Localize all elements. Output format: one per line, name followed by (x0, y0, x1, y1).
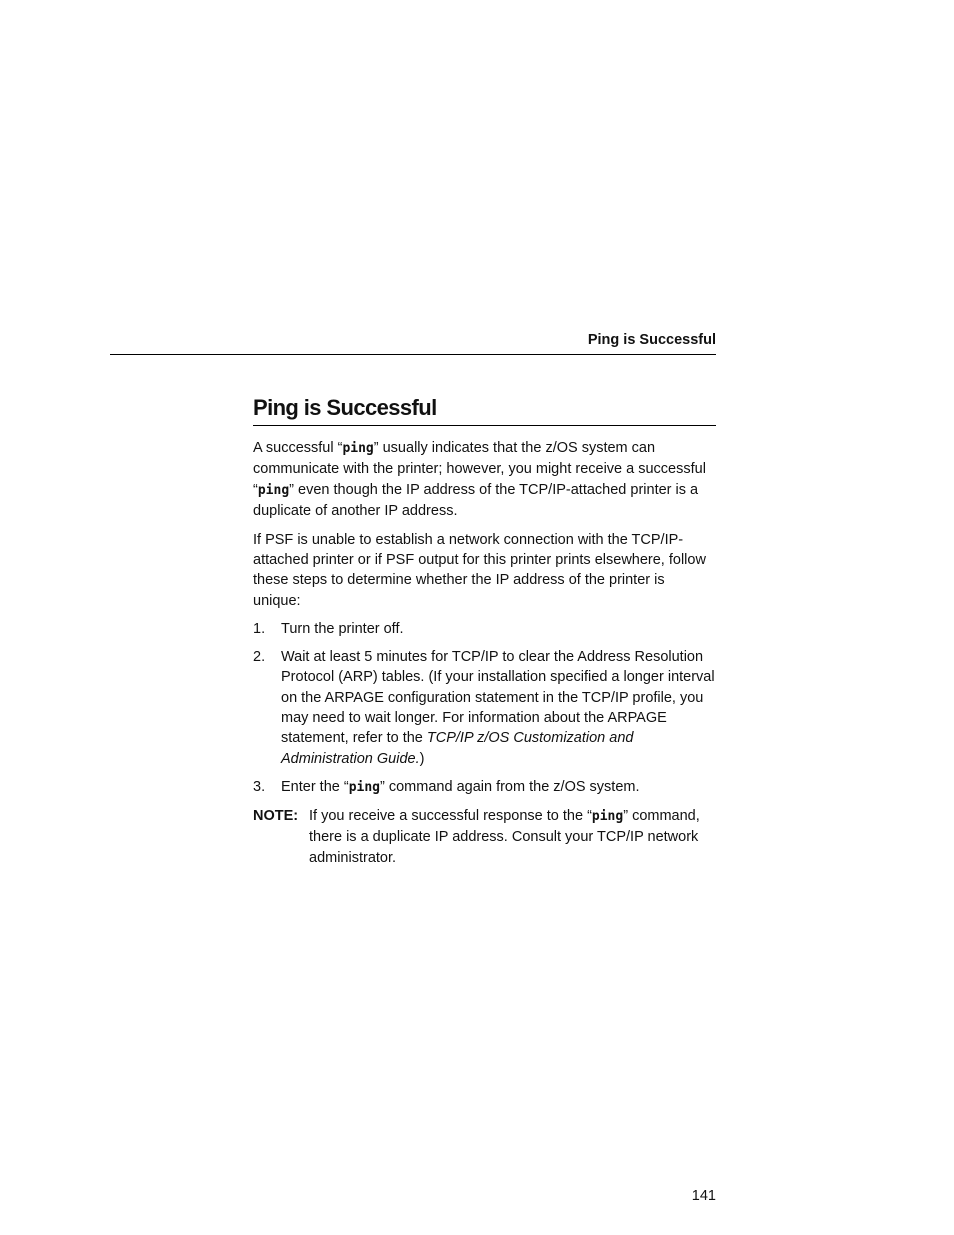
paragraph-intro-text-2: ” usually indicates that the z/OS system can communicate with the printer; however, you might receive a successful “ (253, 440, 706, 498)
step-number: 2. (253, 648, 266, 665)
section-content (253, 392, 716, 868)
step-text-pre: Enter the “ (281, 778, 349, 795)
list-item-step-2 (253, 647, 716, 769)
paragraph-intro-text-1: A successful “ (253, 440, 343, 456)
note-text-pre: If you receive a successful response to the “ (309, 807, 592, 824)
paragraph-steps-intro: If PSF is unable to establish a network connection with the TCP/IP-attached printer or if PSF output for this printer prints elsewhere, follow these steps to determine whether the IP address of the printer is unique: (253, 531, 706, 609)
book-reference: TCP/IP z/OS Customization and Administration Guide. (281, 730, 634, 767)
section-body (253, 438, 716, 868)
page-number: 141 (691, 1188, 716, 1204)
header-rule (110, 354, 716, 355)
step-text: Wait at least 5 minutes for TCP/IP to clear the Address Resolution Protocol (ARP) tables. (If your installation specified a longer interval on the ARPAGE configuration statement in the TCP/IP profile, you may need to wait longer. For information about the ARPAGE statement, refer to the (281, 648, 715, 747)
step-number: 3. (253, 778, 266, 795)
note-text-post: ” command, there is a duplicate IP address. Consult your TCP/IP network administrator. (309, 807, 700, 866)
running-head-title: Ping is Successful (587, 332, 716, 348)
code-ping-3: ping (348, 779, 381, 795)
step-number: 1. (253, 620, 266, 637)
code-ping-4: ping (591, 808, 624, 824)
section-title: Ping is Successful (253, 392, 716, 426)
paragraph-intro-text-3: ” even though the IP address of the TCP/IP-attached printer is a duplicate of another IP address. (253, 481, 699, 520)
step-text-post: ” command again from the z/OS system. (380, 778, 640, 795)
step-text-tail: ) (419, 750, 425, 767)
list-item-step-1 (253, 619, 716, 639)
code-ping-2: ping (257, 482, 290, 498)
note-label: NOTE: (253, 807, 299, 824)
paragraph-intro (253, 438, 716, 522)
list-item-step-3 (253, 777, 716, 798)
note-block (253, 806, 716, 868)
code-ping-1: ping (342, 441, 374, 456)
step-text: Turn the printer off. (281, 620, 404, 637)
